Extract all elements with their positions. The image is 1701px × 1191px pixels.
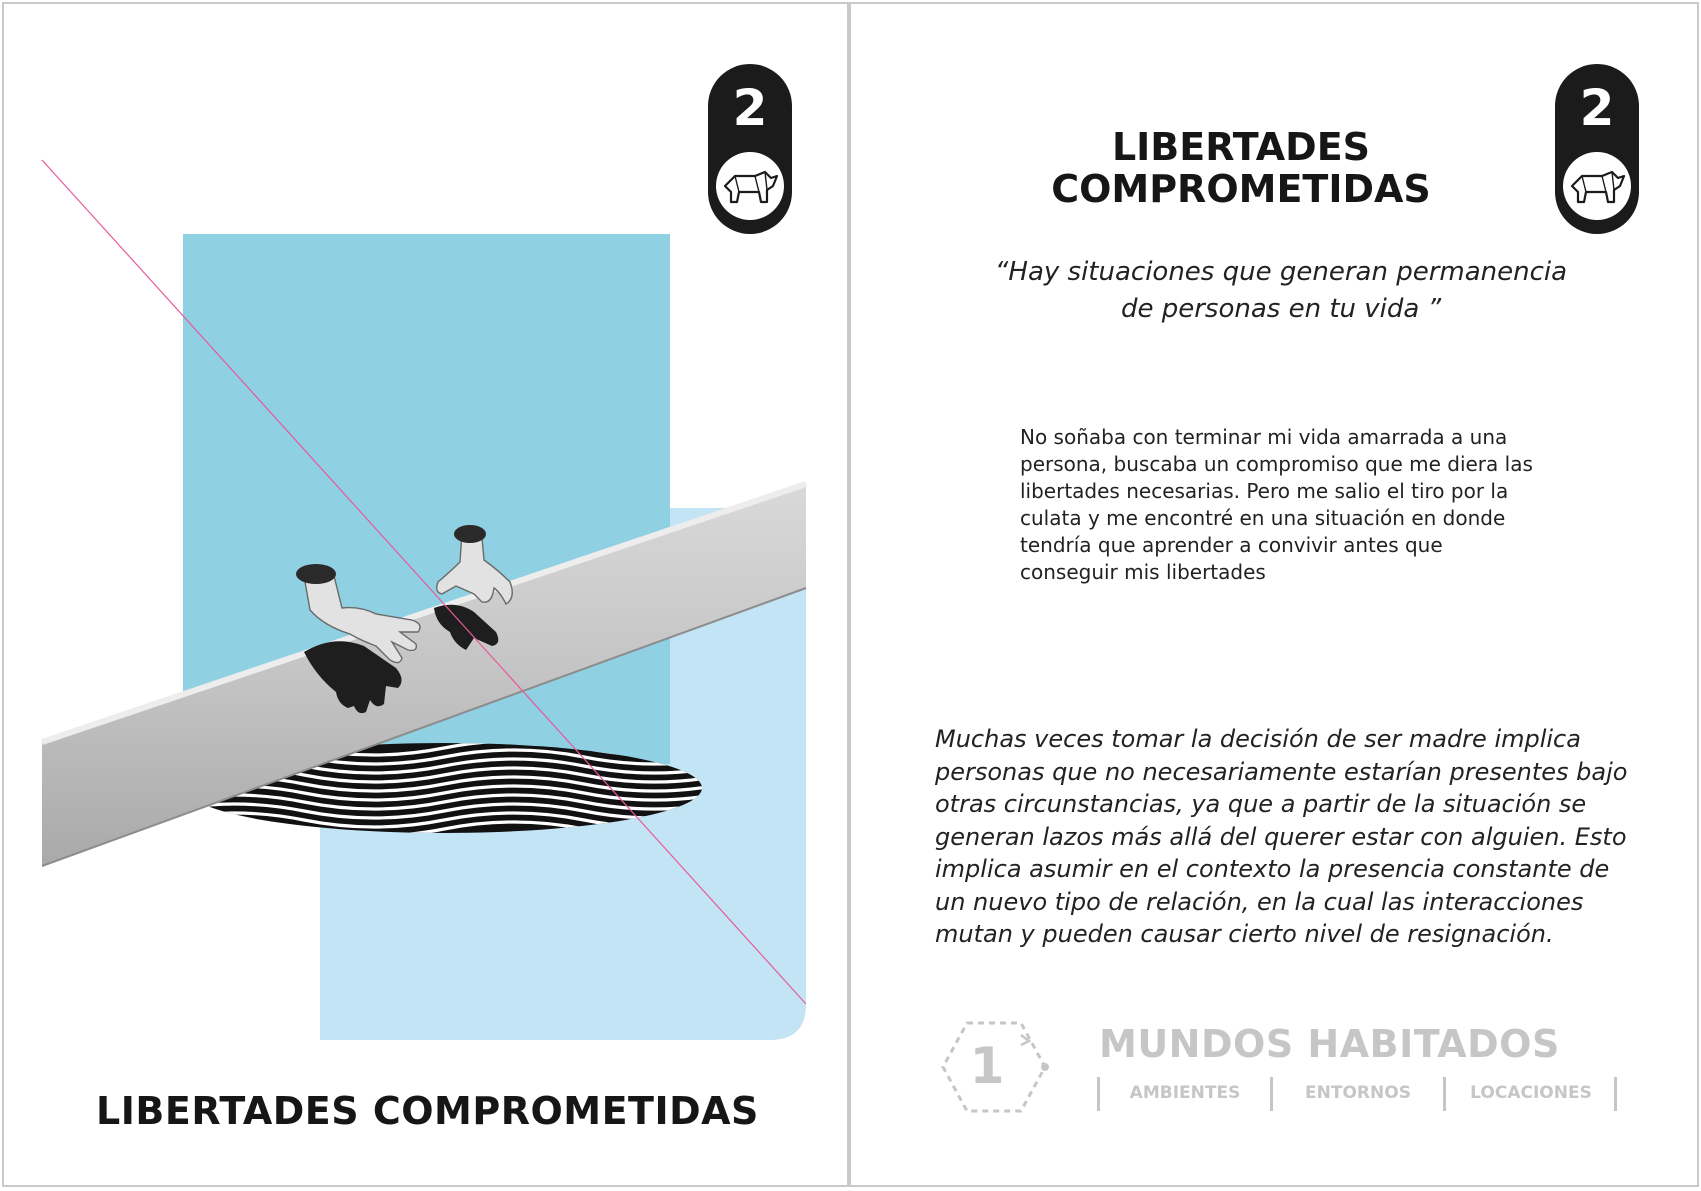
- story-line: libertades necesarias. Pero me salio el tiro por la: [1020, 479, 1509, 503]
- tag-ambientes: AMBIENTES: [1129, 1083, 1241, 1103]
- card-title: LIBERTADES COMPROMETIDAS: [96, 1089, 759, 1133]
- card-number: 2: [732, 79, 768, 137]
- reflection-line: mutan y pueden causar cierto nivel de resignación.: [935, 920, 1554, 948]
- reflection-line: Muchas veces tomar la decisión de ser madre implica: [935, 725, 1581, 753]
- story-line: tendría que aprender a convivir antes que: [1020, 533, 1443, 557]
- hexagon-section-icon: [937, 1017, 1057, 1117]
- tag-entornos: ENTORNOS: [1305, 1083, 1411, 1103]
- quote: [951, 254, 1611, 328]
- card-back: [849, 2, 1699, 1187]
- title-line: COMPROMETIDAS: [1051, 167, 1431, 211]
- card-number: 2: [1579, 79, 1615, 137]
- origami-rhino-icon: [721, 168, 779, 208]
- story-paragraph: [1020, 424, 1540, 586]
- story-line: No soñaba con terminar mi vida amarrada a una: [1020, 425, 1508, 449]
- card-number-badge: [1555, 64, 1639, 234]
- reflection-line: implica asumir en el contexto la presencia constante de: [935, 855, 1610, 883]
- quote-line: “Hay situaciones que generan permanencia: [994, 257, 1568, 287]
- tag-locaciones: LOCACIONES: [1470, 1083, 1592, 1103]
- reflection-line: personas que no necesariamente estarían presentes bajo: [935, 757, 1628, 786]
- story-line: conseguir mis libertades: [1020, 560, 1266, 584]
- card-number-badge: [708, 64, 792, 234]
- section-tags: [1097, 1073, 1617, 1113]
- story-line: culata y me encontré en una situación en donde: [1020, 506, 1506, 530]
- reflection-line: otras circunstancias, ya que a partir de la situación se: [935, 790, 1587, 818]
- card-title: [1021, 126, 1461, 210]
- origami-rhino-icon: [1568, 168, 1626, 208]
- reflection-line: un nuevo tipo de relación, en la cual las interacciones: [935, 887, 1584, 916]
- title-line: LIBERTADES: [1111, 125, 1371, 169]
- reflection-paragraph: [935, 723, 1635, 951]
- section-number: 1: [969, 1037, 1005, 1095]
- reflection-line: generan lazos más allá del querer estar con alguien. Esto: [935, 822, 1627, 851]
- tag-divider: [1614, 1077, 1617, 1111]
- story-line: persona, buscaba un compromiso que me diera las: [1020, 452, 1533, 476]
- section-title: MUNDOS HABITADOS: [1099, 1022, 1560, 1066]
- quote-line: de personas en tu vida ”: [1120, 294, 1442, 324]
- card-front: [2, 2, 849, 1187]
